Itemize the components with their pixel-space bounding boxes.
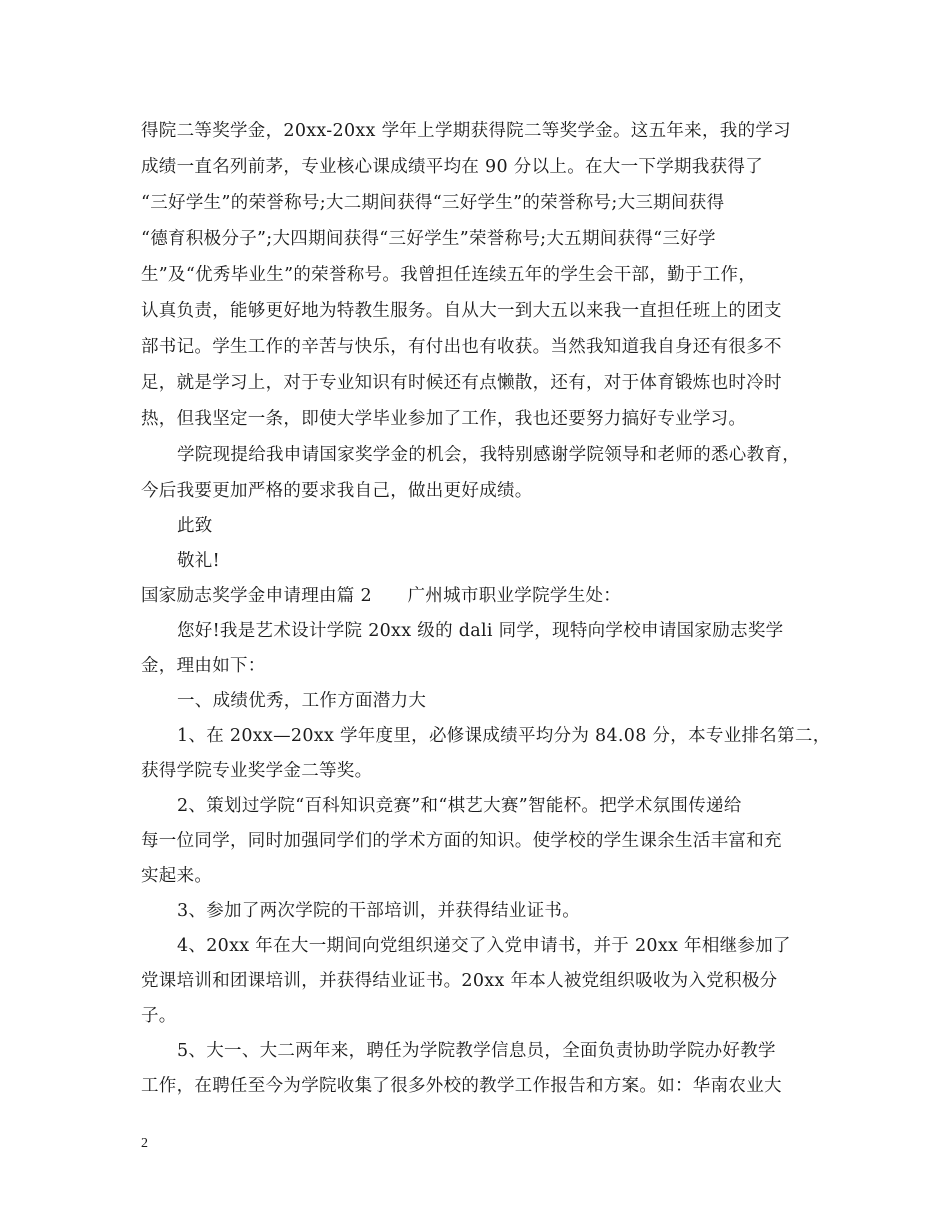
list-item-line: 3、参加了两次学院的干部培训，并获得结业证书。 [177, 901, 581, 921]
paragraph-first-line: 学院现提给我申请国家奖学金的机会，我特别感谢学院领导和老师的悉心教育， [177, 445, 800, 465]
body-text-line: “三好学生”的荣誉称号;大二期间获得“三好学生”的荣誉称号;大三期间获得 [141, 193, 725, 213]
body-text-line: 部书记。学生工作的辛苦与快乐，有付出也有收获。当然我知道我自身还有很多不 [141, 337, 782, 357]
list-item-line: 1、在 20xx—20xx 学年度里，必修课成绩平均分为 84.08 分，本专业排名第二， [177, 726, 831, 746]
body-text-line: 热，但我坚定一条，即使大学毕业参加了工作，我也还要努力搞好专业学习。 [141, 409, 747, 429]
body-text-line: 实起来。 [141, 866, 213, 886]
closing-regards: 敬礼! [177, 551, 220, 571]
body-text-line: 每一位同学，同时加强同学们的学术方面的知识。使学校的学生课余生活丰富和充 [141, 831, 782, 851]
body-text-line: 金，理由如下： [141, 656, 266, 676]
body-text-line: 今后我要更加严格的要求我自己，做出更好成绩。 [141, 481, 533, 501]
body-text-line: 获得学院专业奖学金二等奖。 [141, 761, 373, 781]
body-text-line: 工作，在聘任至今为学院收集了很多外校的教学工作报告和方案。如：华南农业大 [141, 1076, 782, 1096]
body-text-line: 认真负责，能够更好地为特教生服务。自从大一到大五以来我一直担任班上的团支 [141, 301, 782, 321]
body-text-line: 成绩一直名列前茅，专业核心课成绩平均在 90 分以上。在大一下学期我获得了 [141, 157, 763, 177]
paragraph-first-line: 您好!我是艺术设计学院 20xx 级的 dali 同学，现特向学校申请国家励志奖学 [177, 621, 784, 641]
closing-salutation: 此致 [177, 516, 213, 536]
page-number: 2 [141, 1136, 148, 1151]
body-text-line: 生”及“优秀毕业生”的荣誉称号。我曾担任连续五年的学生会干部，勤于工作， [141, 265, 757, 285]
body-text-line: 党课培训和团课培训，并获得结业证书。20xx 年本人被党组织吸收为入党积极分 [141, 971, 778, 991]
body-text-line: 足，就是学习上，对于专业知识有时候还有点懒散，还有，对于体育锻炼也时冷时 [141, 373, 782, 393]
list-item-line: 4、20xx 年在大一期间向党组织递交了入党申请书，并于 20xx 年相继参加了 [177, 936, 791, 956]
list-item-line: 5、大一、大二两年来，聘任为学院教学信息员，全面负责协助学院办好教学 [177, 1041, 776, 1061]
list-heading: 一、成绩优秀，工作方面潜力大 [177, 691, 427, 711]
body-text-line: 得院二等奖学金，20xx-20xx 学年上学期获得院二等奖学金。这五年来，我的学习 [141, 121, 791, 141]
list-item-line: 2、策划过学院“百科知识竞赛”和“棋艺大赛”智能杯。把学术氛围传递给 [177, 796, 742, 816]
section-heading: 国家励志奖学金申请理由篇 2 广州城市职业学院学生处： [141, 586, 622, 606]
body-text-line: 子。 [141, 1006, 177, 1026]
body-text-line: “德育积极分子”;大四期间获得“三好学生”荣誉称号;大五期间获得“三好学 [141, 229, 716, 249]
